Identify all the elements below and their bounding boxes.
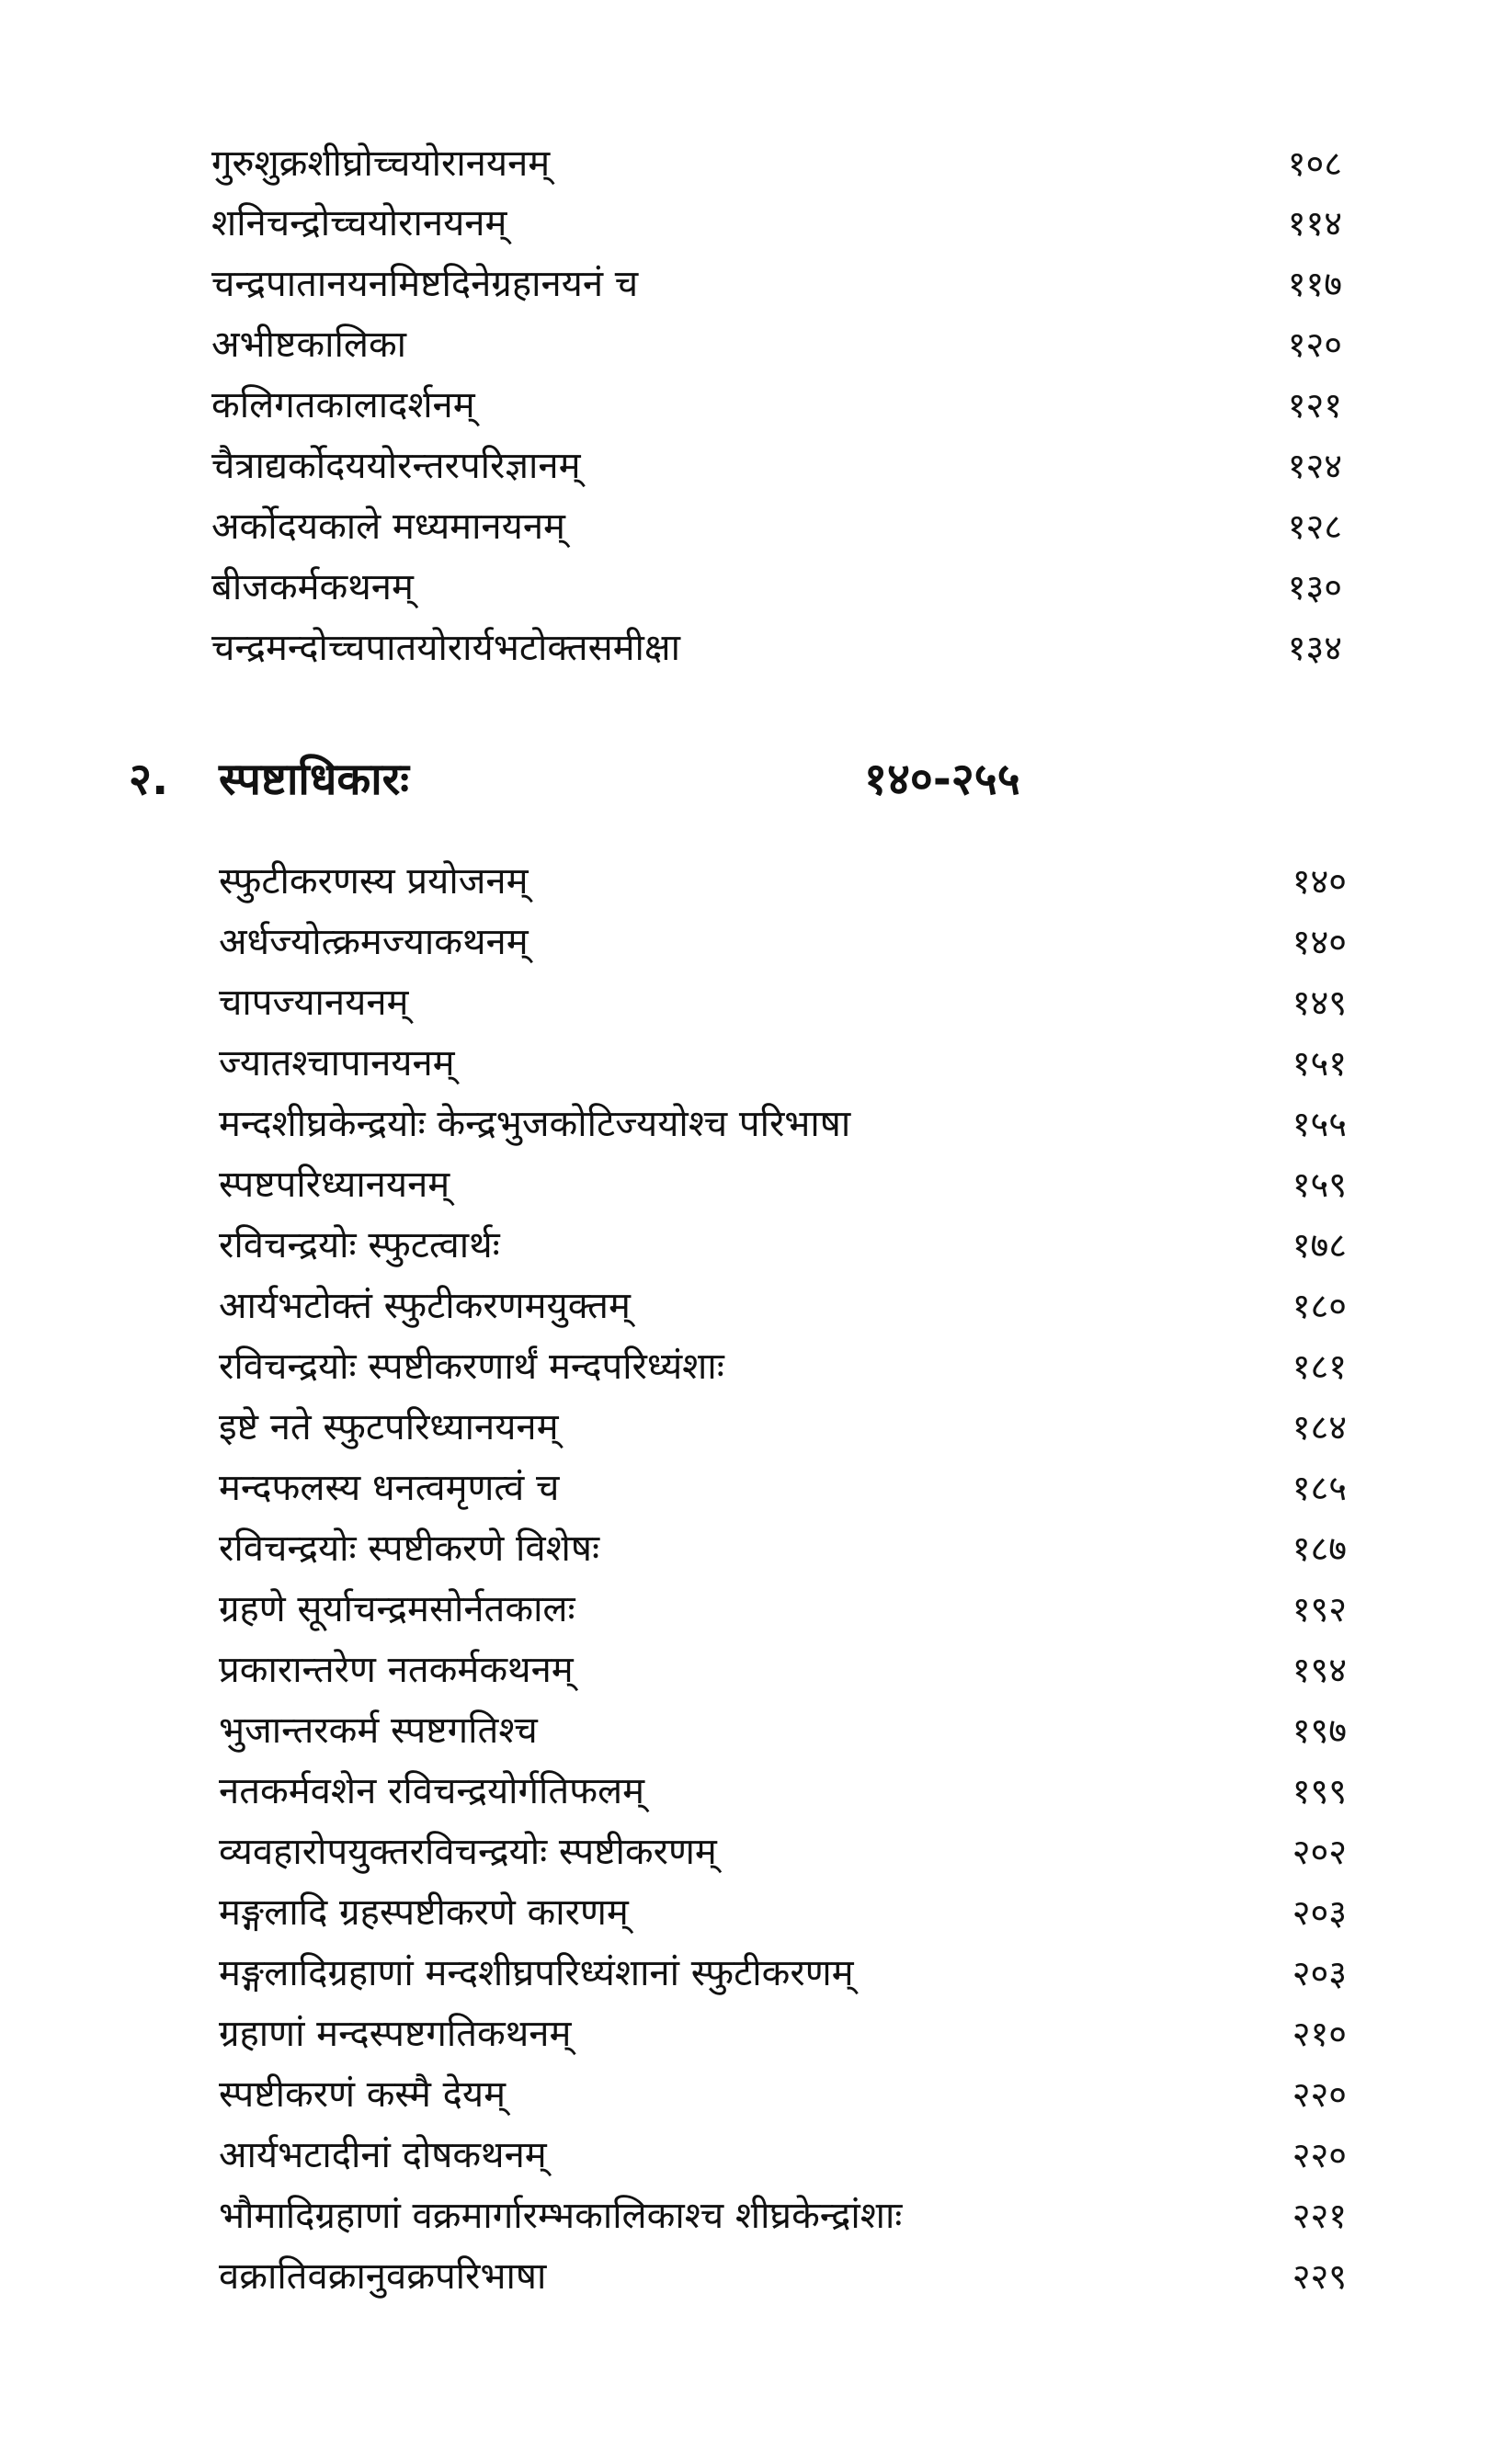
toc-entry-title: चापज्यानयनम् — [219, 982, 409, 1024]
toc-entry-title: भुजान्तरकर्म स्पष्टगतिश्च — [219, 1709, 538, 1752]
toc-entry — [0, 496, 1503, 557]
toc-entry-page: १४९ — [1292, 982, 1347, 1023]
toc-entry-page: १९२ — [1292, 1589, 1347, 1629]
toc-entry — [0, 314, 1503, 375]
section-heading — [0, 743, 1503, 816]
toc-entry-title: ज्यातश्चापानयनम् — [219, 1042, 455, 1084]
toc-entry-title: रविचन्द्रयोः स्पष्टीकरणार्थं मन्दपरिध्यंशाः — [219, 1346, 724, 1388]
toc-entry — [0, 2246, 1503, 2307]
toc-entry-page: २०३ — [1292, 1953, 1347, 1993]
toc-entry-page: १४० — [1292, 922, 1347, 962]
toc-entry-title: स्पष्टीकरणं कस्मै देयम् — [219, 2073, 506, 2116]
toc-entry — [0, 1761, 1503, 1822]
toc-entry — [0, 618, 1503, 678]
toc-entry-title: मन्दशीघ्रकेन्द्रयोः केन्द्रभुजकोटिज्ययोश्च परिभाषा — [219, 1103, 851, 1145]
toc-entry — [0, 557, 1503, 618]
toc-entry-page: १२० — [1287, 324, 1342, 365]
toc-entry-title: कलिगतकालादर्शनम् — [211, 384, 475, 426]
toc-entry-page: १८४ — [1292, 1407, 1347, 1448]
toc-entry — [0, 1336, 1503, 1397]
toc-entry — [0, 1579, 1503, 1640]
toc-entry-title: स्पष्टपरिध्यानयनम् — [219, 1164, 450, 1206]
toc-entry — [0, 1700, 1503, 1761]
toc-entry-page: २१० — [1292, 2014, 1347, 2054]
toc-entry-title: भौमादिग्रहाणां वक्रमार्गारम्भकालिकाश्च शीघ्रकेन्द्रांशाः — [219, 2195, 903, 2237]
toc-entry-title: वक्रातिवक्रानुवक्रपरिभाषा — [219, 2255, 547, 2298]
toc-entry-title: इष्टे नते स्फुटपरिध्यानयनम् — [219, 1406, 559, 1448]
toc-entry-title: रविचन्द्रयोः स्फुटत्वार्थः — [219, 1224, 500, 1266]
toc-entry-page: २२० — [1292, 2074, 1347, 2115]
toc-entry — [0, 254, 1503, 314]
toc-entry-page: २२९ — [1292, 2256, 1347, 2297]
toc-entry-title: प्रकारान्तरेण नतकर्मकथनम् — [219, 1649, 574, 1691]
toc-entry-title: चैत्राद्यर्कोदययोरन्तरपरिज्ञानम् — [211, 445, 581, 487]
toc-entry — [0, 375, 1503, 436]
toc-entry-title: नतकर्मवशेन रविचन्द्रयोर्गतिफलम् — [219, 1770, 645, 1812]
toc-entry-page: १२८ — [1287, 506, 1342, 547]
toc-entry-page: १३० — [1287, 567, 1342, 607]
toc-entry-title: रविचन्द्रयोः स्पष्टीकरणे विशेषः — [219, 1527, 600, 1570]
toc-entry-page: १५५ — [1292, 1104, 1347, 1144]
toc-entry-page: १२४ — [1287, 446, 1342, 486]
toc-entry-page: १८० — [1292, 1286, 1347, 1326]
toc-entry — [0, 436, 1503, 496]
toc-entry-title: अर्कोदयकाले मध्यमानयनम् — [211, 505, 565, 548]
toc-entry-page: १५१ — [1292, 1043, 1347, 1084]
toc-entry-page: २२० — [1292, 2135, 1347, 2175]
toc-entry-page: २०२ — [1292, 1832, 1347, 1872]
toc-entry-page: ११४ — [1287, 203, 1342, 244]
toc-entry — [0, 193, 1503, 254]
toc-entry-page: १३४ — [1287, 628, 1342, 668]
toc-entry-page: १५९ — [1292, 1164, 1347, 1205]
toc-entry — [0, 1033, 1503, 1094]
toc-entry — [0, 133, 1503, 194]
toc-entry — [0, 1154, 1503, 1215]
toc-entry-page: १९४ — [1292, 1650, 1347, 1690]
toc-entry — [0, 2186, 1503, 2246]
toc-entry — [0, 1943, 1503, 2004]
toc-entry-title: आर्यभटादीनां दोषकथनम् — [219, 2134, 547, 2176]
toc-entry — [0, 851, 1503, 912]
section-page-range: १४०-२५५ — [864, 754, 1020, 805]
toc-entry-title: स्फुटीकरणस्य प्रयोजनम् — [219, 860, 529, 903]
toc-entry-title: अर्धज्योत्क्रमज्याकथनम् — [219, 921, 529, 963]
section-number: २. — [129, 754, 169, 805]
toc-entry-page: १९९ — [1292, 1771, 1347, 1811]
toc-entry-page: १४० — [1292, 861, 1347, 902]
toc-entry — [0, 2004, 1503, 2064]
toc-entry-page: १८१ — [1292, 1346, 1347, 1387]
toc-entry-title: शनिचन्द्रोच्चयोरानयनम् — [211, 202, 507, 244]
toc-entry-page: ११७ — [1287, 264, 1342, 304]
toc-entry — [0, 1094, 1503, 1154]
toc-entry-title: ग्रहाणां मन्दस्पष्टगतिकथनम् — [219, 2013, 572, 2055]
toc-entry — [0, 2125, 1503, 2186]
toc-entry — [0, 1215, 1503, 1276]
toc-entry-page: १२१ — [1287, 385, 1342, 426]
toc-entry-title: चन्द्रपातानयनमिष्टदिनेग्रहानयनं च — [211, 263, 639, 305]
toc-entry-title: व्यवहारोपयुक्तरविचन्द्रयोः स्पष्टीकरणम् — [219, 1831, 717, 1873]
toc-entry-title: चन्द्रमन्दोच्चपातयोरार्यभटोक्तसमीक्षा — [211, 627, 680, 669]
toc-entry-title: आर्यभटोक्तं स्फुटीकरणमयुक्तम् — [219, 1285, 631, 1327]
toc-entry — [0, 1882, 1503, 1943]
toc-entry — [0, 1276, 1503, 1336]
toc-entry-page: १८५ — [1292, 1468, 1347, 1508]
toc-entry-title: मङ्गलादिग्रहाणां मन्दशीघ्रपरिध्यंशानां स्फुटीकरणम् — [219, 1952, 854, 1994]
toc-entry-page: २२१ — [1292, 2196, 1347, 2236]
toc-entry-page: १०८ — [1287, 143, 1342, 184]
section-name: स्पष्टाधिकारः — [219, 754, 409, 805]
toc-entry — [0, 912, 1503, 972]
toc-entry-title: बीजकर्मकथनम् — [211, 566, 414, 608]
toc-entry — [0, 2064, 1503, 2125]
toc-entry-page: १९७ — [1292, 1710, 1347, 1751]
toc-entry-page: १७८ — [1292, 1225, 1347, 1266]
toc-entry-page: २०३ — [1292, 1892, 1347, 1933]
toc-entry-title: गुरुशुक्रशीघ्रोच्चयोरानयनम् — [211, 142, 551, 185]
toc-entry — [0, 1822, 1503, 1882]
toc-entry — [0, 972, 1503, 1033]
toc-entry-page: १८७ — [1292, 1528, 1347, 1569]
toc-entry-title: मङ्गलादि ग्रहस्पष्टीकरणे कारणम् — [219, 1891, 629, 1934]
toc-entry-title: ग्रहणे सूर्याचन्द्रमसोर्नतकालः — [219, 1588, 575, 1630]
toc-entry — [0, 1458, 1503, 1518]
toc-entry-title: अभीष्टकालिका — [211, 324, 407, 366]
toc-entry — [0, 1397, 1503, 1458]
toc-entry — [0, 1640, 1503, 1700]
toc-entry-title: मन्दफलस्य धनत्वमृणत्वं च — [219, 1467, 560, 1509]
toc-entry — [0, 1518, 1503, 1579]
